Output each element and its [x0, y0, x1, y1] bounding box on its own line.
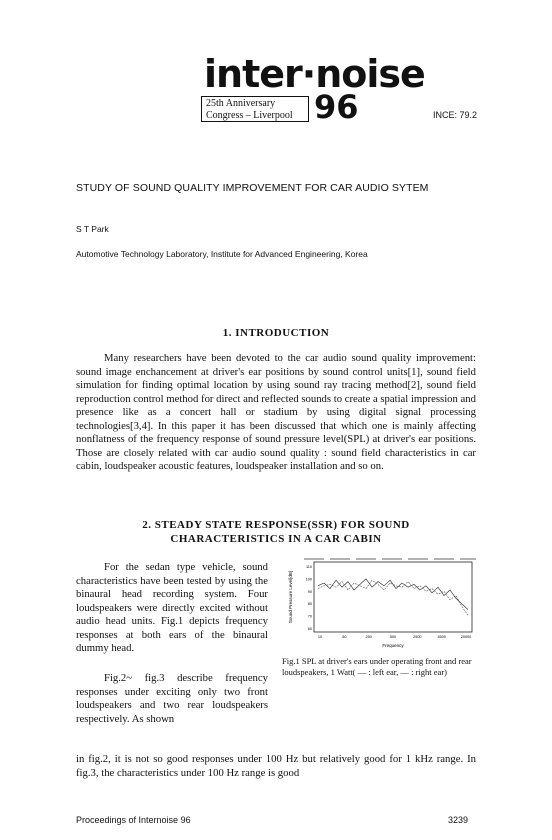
paper-reference: INCE: 79.2 — [433, 110, 478, 120]
section-2-heading — [76, 518, 476, 546]
section-2-paragraph-1: For the sedan type vehicle, sound characteristics have been tested by using the binaural head recording system. Four loudspeakers were directly excited without audio head units. Fig.1 depicts frequency responses at both ears of the binaural dummy head. — [76, 561, 268, 654]
conference-logo-title: inter·noise — [204, 52, 425, 96]
x-tick-label: 4500 — [437, 635, 446, 639]
x-tick-label: 500 — [389, 635, 397, 639]
x-tick-label: 2500 — [413, 635, 422, 639]
section-2-paragraph-3: in fig.2, it is not so good responses under 100 Hz but relatively good for 1 kHz range. In fig.3, the characteristics under 100 Hz range is good — [76, 753, 476, 779]
x-tick-label: 20000 — [460, 635, 472, 639]
y-tick-label: 80 — [307, 602, 312, 607]
y-tick-labels — [306, 565, 312, 631]
logo-box-line1: 25th Anniversary — [206, 98, 276, 109]
series-line-left-ear — [318, 579, 468, 610]
x-tick-label: 10 — [317, 635, 323, 639]
series-lines — [318, 579, 468, 615]
x-tick-label: 50 — [342, 635, 347, 639]
figure-1-chart — [282, 558, 478, 650]
page-number: 3239 — [448, 815, 469, 825]
conference-logo-box — [201, 96, 309, 122]
section-1-paragraph: Many researchers have been devoted to the car audio sound quality improvement: sound image enchancement at driver's ear positions by sound control units[1], sound field simulation for finding optimal location by using sound ray tracing method[2], sound field reproduction control method for direct and reflected sounds to create a spatial impression and presence like as a concert hall or stadium by using digital signal processing technologies[3,4]. In this paper it has been discussed that which one is mainly affecting nonflatness of the frequency response of sound pressure level(SPL) at driver's ear positions. Those are closely related with car audio sound quality : sound field characteristics in car cabin, loudspeaker acoustic features, loudspeaker installation and so on. — [76, 352, 476, 472]
figure-1-caption: Fig.1 SPL at driver's ears under operating front and rear loudspeakers, 1 Watt( — : left ear, — : right ear) — [282, 656, 472, 677]
x-tick-label: 250 — [365, 635, 372, 639]
x-axis-label: Frequency — [382, 643, 404, 648]
y-axis-label: Sound Pressure Level[dB] — [288, 570, 293, 624]
paper-affiliation: Automotive Technology Laboratory, Institute for Advanced Engineering, Korea — [76, 249, 368, 259]
y-tick-label: 100 — [305, 577, 312, 582]
footer-proceedings: Proceedings of Internoise 96 — [76, 815, 191, 825]
y-tick-label: 90 — [307, 589, 312, 594]
section-1-heading: 1. INTRODUCTION — [222, 327, 330, 339]
logo-box-line2: Congress – Liverpool — [206, 110, 293, 121]
y-tick-label: 70 — [307, 614, 312, 619]
y-tick-label: 60 — [307, 627, 312, 631]
section-2-heading-line1: 2. STEADY STATE RESPONSE(SSR) FOR SOUND — [142, 519, 410, 531]
section-2-paragraph-2: Fig.2~ fig.3 describe frequency responses under exciting only two front loudspeakers and two rear loudspeakers respectively. As shown — [76, 672, 268, 725]
conference-logo-year: 96 — [314, 88, 359, 126]
paper-author: S T Park — [76, 224, 109, 234]
y-tick-label: 110 — [305, 565, 312, 569]
section-2-heading-line2: CHARACTERISTICS IN A CAR CABIN — [170, 533, 382, 545]
x-tick-labels — [318, 635, 471, 639]
paper-title: STUDY OF SOUND QUALITY IMPROVEMENT FOR CAR AUDIO SYTEM — [76, 182, 429, 194]
